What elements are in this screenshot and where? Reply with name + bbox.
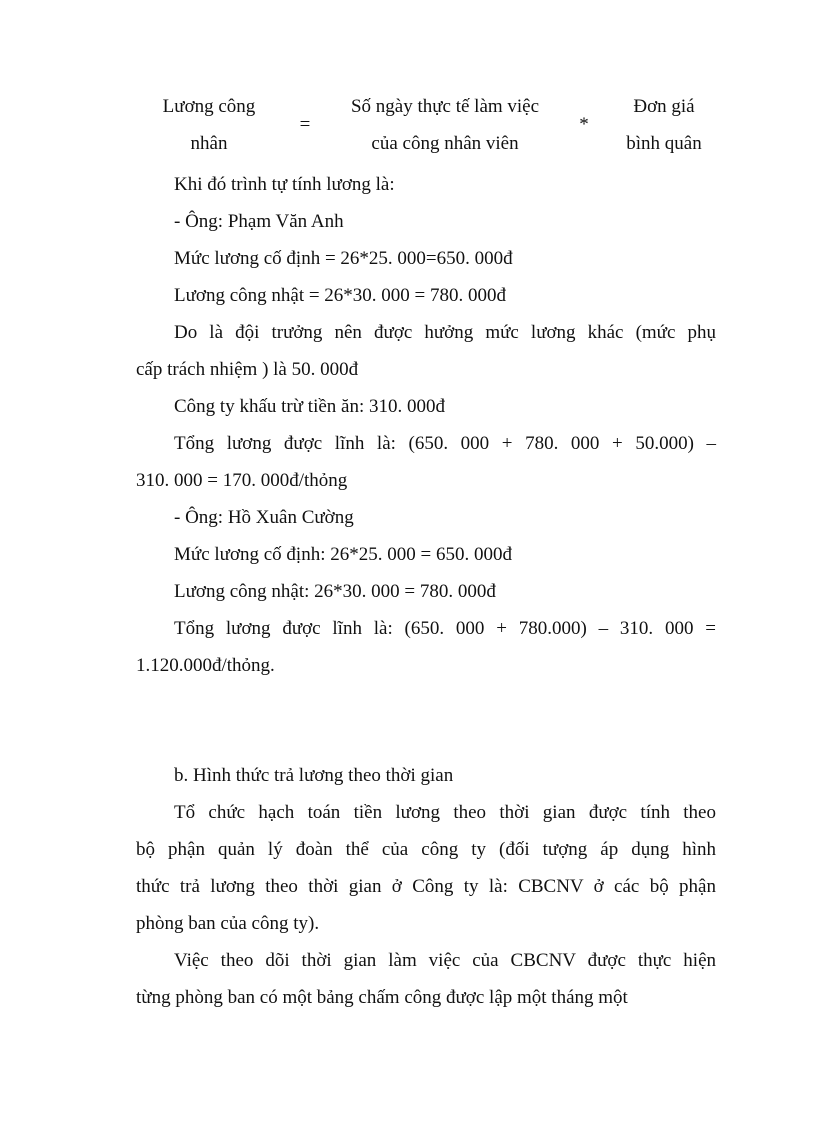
person2-total-paragraph <box>136 610 716 684</box>
person1-total-line2: 310. 000 = 170. 000đ/thỏng <box>136 470 348 491</box>
section-b-paragraph1 <box>136 794 716 942</box>
section-b-paragraph1-line3: thức trả lương theo thời gian ở Công ty là: CBCNV ở các bộ phận <box>136 876 716 897</box>
formula-middle-term <box>325 88 565 162</box>
formula-equals-sign: = <box>299 114 311 135</box>
person1-deduction: Công ty khấu trừ tiền ăn: 310. 000đ <box>174 396 445 417</box>
formula-middle-line1: Số ngày thực tế làm việc <box>350 96 540 117</box>
person1-allowance-line1: Do là đội trưởng nên được hưởng mức lương khác (mức phụ <box>174 322 716 343</box>
section-b-heading: b. Hình thức trả lương theo thời gian <box>174 765 454 786</box>
formula-multiply-sign: * <box>579 114 589 135</box>
intro-line: Khi đó trình tự tính lương là: <box>174 174 395 195</box>
person2-fixed-salary: Mức lương cố định: 26*25. 000 = 650. 000đ <box>174 544 512 565</box>
person1-heading: - Ông: Phạm Văn Anh <box>174 211 344 232</box>
salary-formula <box>130 88 730 168</box>
section-b-paragraph1-line4: phòng ban của công ty). <box>136 913 320 934</box>
person1-daily-salary: Lương công nhật = 26*30. 000 = 780. 000đ <box>174 285 507 306</box>
person2-daily-salary: Lương công nhật: 26*30. 000 = 780. 000đ <box>174 581 496 602</box>
formula-right-term <box>604 88 724 162</box>
section-b-paragraph1-line1: Tổ chức hạch toán tiền lương theo thời gian được tính theo <box>174 802 716 823</box>
person2-heading: - Ông: Hồ Xuân Cường <box>174 507 354 528</box>
person1-total-paragraph <box>136 425 716 499</box>
formula-left-line2: nhân <box>190 133 228 154</box>
person2-total-line1: Tổng lương được lĩnh là: (650. 000 + 780.000) – 310. 000 = <box>174 618 716 639</box>
section-b-paragraph1-line2: bộ phận quản lý đoàn thể của công ty (đối tượng áp dụng hình <box>136 839 716 860</box>
section-b-paragraph2-line1: Việc theo dõi thời gian làm việc của CBCNV được thực hiện <box>174 950 716 971</box>
section-b-paragraph2 <box>136 942 716 1016</box>
formula-right-line1: Đơn giá <box>633 96 695 117</box>
person1-fixed-salary: Mức lương cố định = 26*25. 000=650. 000đ <box>174 248 513 269</box>
formula-left-term <box>148 88 270 162</box>
formula-left-line1: Lương công <box>162 96 256 117</box>
person1-allowance-paragraph <box>136 314 716 388</box>
person1-total-line1: Tổng lương được lĩnh là: (650. 000 + 780. 000 + 50.000) – <box>174 433 716 454</box>
person1-allowance-line2: cấp trách nhiệm ) là 50. 000đ <box>136 359 359 380</box>
person2-total-line2: 1.120.000đ/thỏng. <box>136 655 275 676</box>
formula-middle-line2: của công nhân viên <box>371 133 519 154</box>
section-b-paragraph2-line2: từng phòng ban có một bảng chấm công được lập một tháng một <box>136 987 628 1008</box>
formula-right-line2: bình quân <box>626 133 702 154</box>
